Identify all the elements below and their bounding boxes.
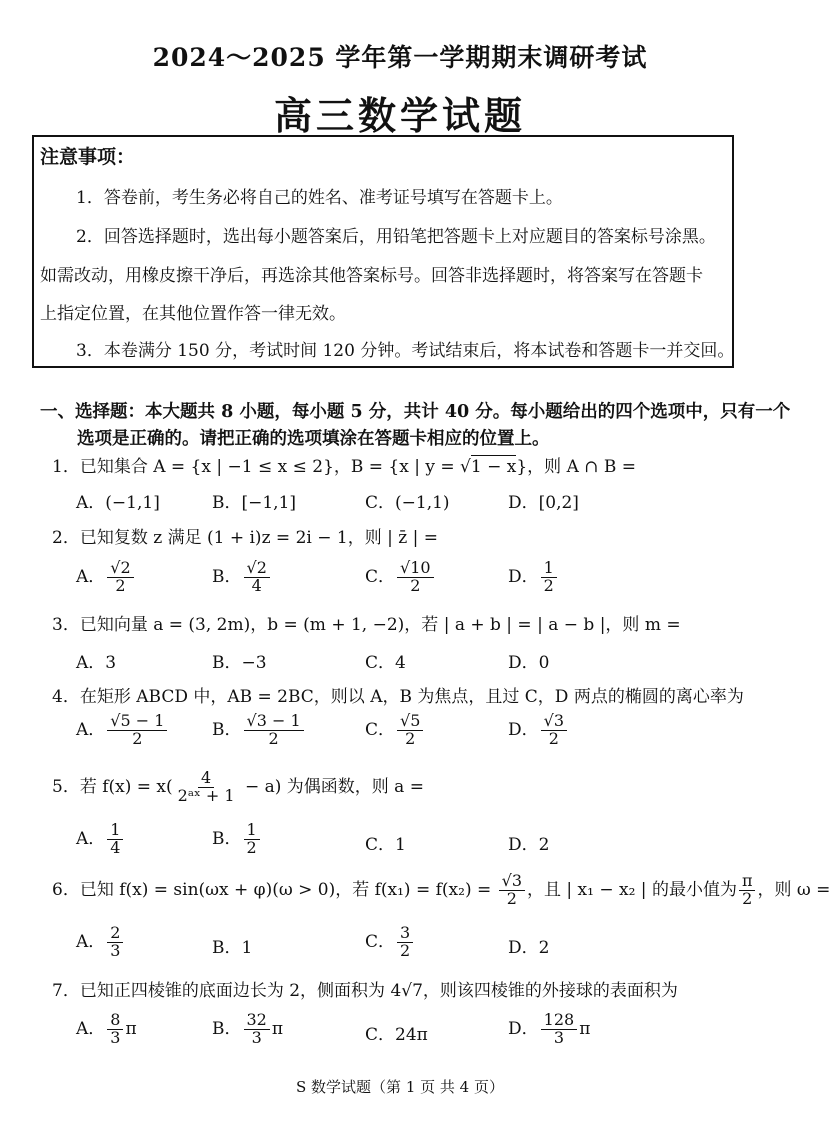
question-3 [52,610,681,635]
q1-option-c: C．(−1,1) [365,493,450,513]
section-heading-cont: 选项是正确的。请把正确的选项填涂在答题卡相应的位置上。 [77,429,550,449]
question-text-end: }，则 A ∩ B = [516,457,637,477]
q1-option-a: A．(−1,1] [76,493,160,513]
fraction: $\frac{\pi}{2}$ [739,873,756,908]
question-text: 已知 f(x) = sin(ωx + φ)(ω > 0)，若 f(x₁) = f(x₂) = [79,879,497,900]
fraction: $\frac{√3}{2}$ [499,873,525,908]
q6-option-d: D．2 [508,938,550,958]
q4-option-c: C． $\frac{√5}{2}$ [365,713,425,748]
fraction: $\frac{4}{\text{2ᵃˣ + 1}}$ [177,768,235,805]
q7-option-c: C．24π [365,1025,428,1045]
q3-option-a: A．3 [76,653,117,673]
question-number: 3． [52,615,80,635]
q4-option-b: B． $\frac{√3 - 1}{2}$ [212,713,306,748]
notice-item-1: 1．答卷前，考生务必将自己的姓名、准考证号填写在答题卡上。 [76,188,563,208]
question-text: 在矩形 ABCD 中，AB = 2BC，则以 A，B 为焦点，且过 C，D 两点的椭圆的离心率为 [79,687,744,707]
question-4 [52,682,744,707]
page-footer: S 数学试题（第 1 页 共 4 页） [296,1078,504,1096]
q3-option-d: D．0 [508,653,550,673]
notice-item-2-cont2: 上指定位置，在其他位置作答一律无效。 [40,304,346,324]
q1-option-b: B．[−1,1] [212,493,297,513]
q6-option-c: C． $\frac{3}{2}$ [365,925,415,960]
notice-item-2-cont: 如需改动，用橡皮擦干净后，再选涂其他答案标号。回答非选择题时，将答案写在答题卡 [40,266,703,286]
question-text-mid: ，且 | x₁ − x₂ | 的最小值为 [527,879,737,900]
q3-option-b: B．−3 [212,653,267,673]
q7-option-d: D． $\frac{128}{3}$ π [508,1010,591,1047]
q2-option-a: A． $\frac{√2}{2}$ [76,560,136,595]
q3-option-c: C．4 [365,653,406,673]
exam-title: 2024～2025 学年第一学期期末调研考试 [152,43,648,72]
q5-option-c: C．1 [365,835,406,855]
q2-option-b: B． $\frac{√2}{4}$ [212,560,272,595]
q4-option-a: A． $\frac{√5 - 1}{2}$ [76,713,169,748]
question-number: 2． [52,528,80,548]
q4-option-d: D． $\frac{√3}{2}$ [508,713,569,748]
notice-heading: 注意事项： [40,146,136,168]
question-text: 已知向量 a = (3, 2m)，b = (m + 1, −2)，若 | a + b | = | a − b |，则 m = [79,615,681,635]
q5-option-a: A． $\frac{1}{4}$ [76,822,125,857]
question-number: 7． [52,981,80,1001]
q7-option-b: B． $\frac{32}{3}$ π [212,1010,284,1047]
notice-item-2: 2．回答选择题时，选出每小题答案后，用铅笔把答题卡上对应题目的答案标号涂黑。 [76,227,716,247]
question-6 [52,873,830,908]
question-5 [52,770,424,805]
question-text: 若 f(x) = x( [79,776,173,797]
question-text-end: ，则 ω = [757,879,830,900]
sqrt-symbol: √ [460,457,471,477]
question-text: 已知集合 A = {x | −1 ≤ x ≤ 2}，B = {x | y = [79,457,461,477]
notice-box [32,135,734,368]
q6-option-b: B．1 [212,938,253,958]
sqrt-content: 1 − x [470,457,517,477]
question-1 [52,452,636,477]
q5-option-b: B． $\frac{1}{2}$ [212,822,262,857]
question-number: 4． [52,687,80,707]
section-heading: 一、选择题：本大题共 8 小题，每小题 5 分，共计 40 分。每小题给出的四个选项中，只有一个 [40,402,791,422]
q5-option-d: D．2 [508,835,550,855]
subject-title: 高三数学试题 [273,93,526,138]
question-text-end: − a) 为偶函数，则 a = [239,776,424,797]
q1-option-d: D．[0,2] [508,493,579,513]
question-7 [52,976,678,1001]
question-number: 6． [52,879,80,900]
question-number: 5． [52,776,80,797]
question-text: 已知正四棱锥的底面边长为 2，侧面积为 4√7，则该四棱锥的外接球的表面积为 [79,981,678,1001]
question-2 [52,523,438,548]
notice-item-3: 3．本卷满分 150 分，考试时间 120 分钟。考试结束后，将本试卷和答题卡一并交回。 [76,341,735,361]
q2-option-d: D． $\frac{1}{2}$ [508,560,559,595]
question-number: 1． [52,457,80,477]
question-text: 已知复数 z 满足 (1 + i)z = 2i − 1，则 | z̄ | = [79,528,438,548]
q6-option-a: A． $\frac{2}{3}$ [76,925,125,960]
q7-option-a: A． $\frac{8}{3}$ π [76,1010,137,1047]
q2-option-c: C． $\frac{√10}{2}$ [365,560,436,595]
